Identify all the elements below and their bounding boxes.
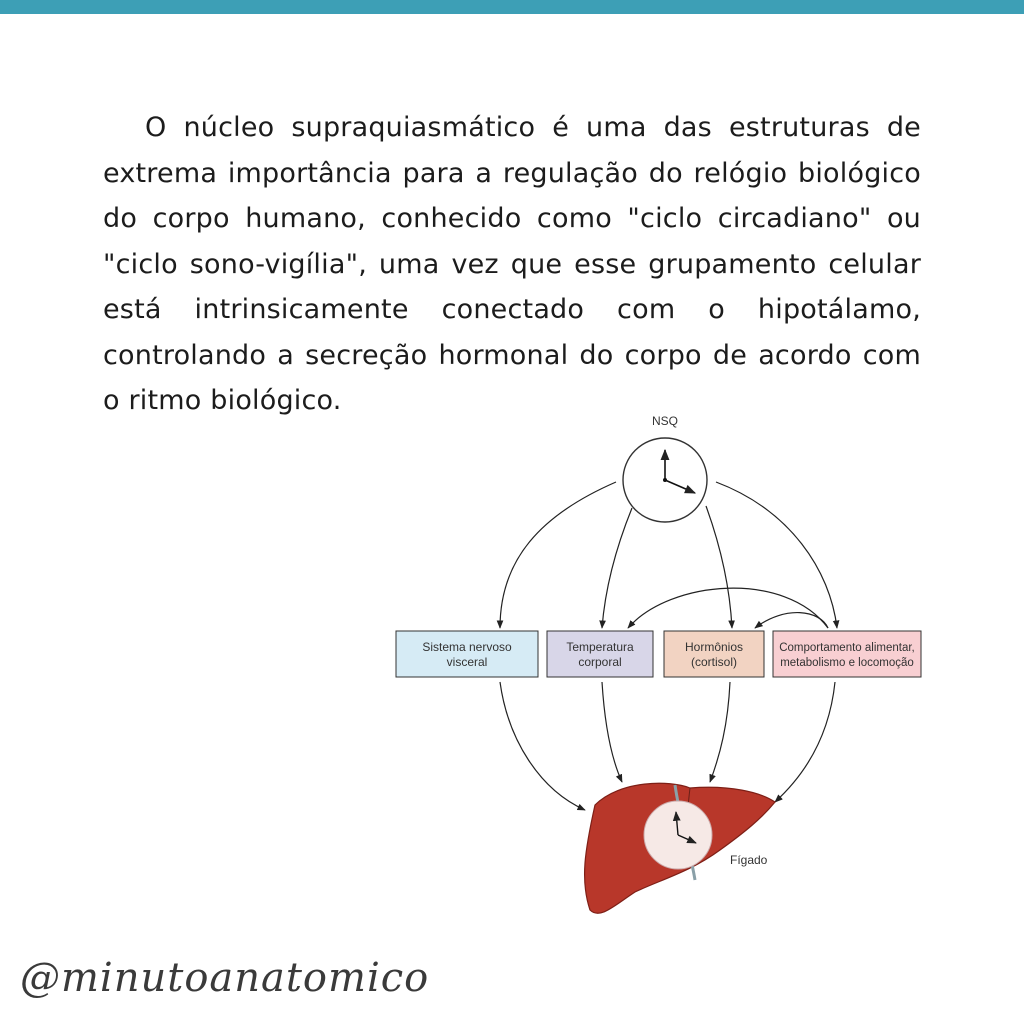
circadian-diagram-svg [390,410,930,930]
arrow-nsq-to-behavior [716,482,837,628]
arrow-behavior-to-temperature [628,588,828,628]
arrow-nervous-to-liver [500,682,585,810]
arrow-hormones-to-liver [710,682,730,782]
arrow-behavior-to-liver [775,682,835,802]
box-nervous-line2: visceral [446,655,488,669]
intro-paragraph: O núcleo supraquiasmático é uma das estruturas de extrema importância para a regulação do relógio biológico do corpo humano, conhecido como "ciclo circadiano" ou "ciclo sono-vigília", uma vez que esse grupamento celular está intrinsicamente conectado com o hipotálamo, controlando a secreção hormonal do corpo de acordo com o ritmo biológico. [103,112,921,416]
box-hormones-line2: (cortisol) [690,655,738,669]
arrow-nsq-to-temperature [602,508,632,628]
instagram-handle: @minutoanatomico [20,955,430,1001]
box-temperature-line2: corporal [578,655,622,669]
box-behavior [773,631,921,677]
nsq-label: NSQ [651,414,679,428]
box-hormones [664,631,764,677]
top-accent-bar [0,0,1024,14]
box-behavior-line1: Comportamento alimentar, [779,642,915,654]
liver-icon [585,783,775,913]
nsq-clock-icon [623,438,707,522]
box-temperature [547,631,653,677]
box-hormones-line1: Hormônios [684,640,744,654]
box-behavior-line2: metabolismo e locomoção [780,657,914,669]
box-nervous-system [396,631,538,677]
circadian-diagram [390,410,930,930]
arrow-nsq-to-hormones [706,506,732,628]
box-nervous-line1: Sistema nervoso [422,640,512,654]
box-temperature-line1: Temperatura [566,640,634,654]
arrow-temperature-to-liver [602,682,622,782]
liver-label: Fígado [730,853,768,867]
arrow-nsq-to-nervous [500,482,616,628]
arrow-behavior-to-hormones [755,613,828,628]
